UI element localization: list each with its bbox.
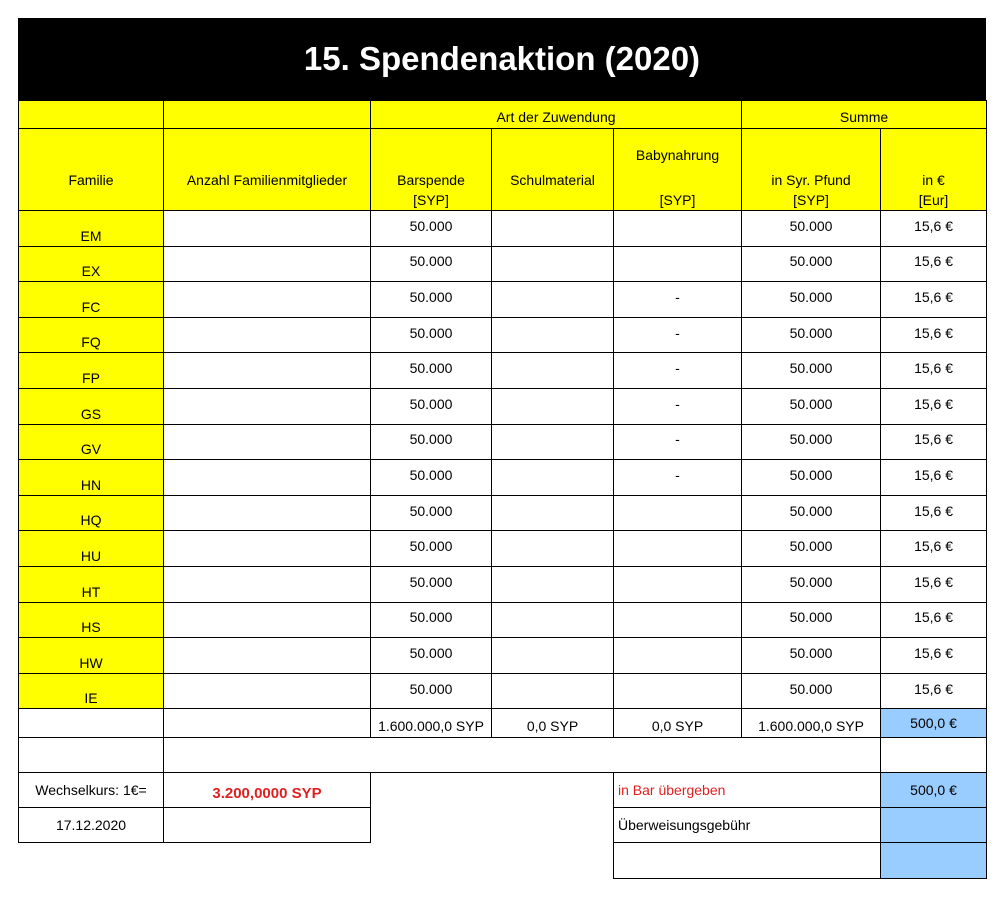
- total-summe-eur: 500,0 €: [881, 709, 987, 738]
- total-babynahrung: 0,0 SYP: [614, 709, 742, 738]
- footer-gap: [164, 843, 371, 879]
- cell-schulmaterial: [492, 566, 614, 602]
- cell-familie: FP: [19, 353, 164, 389]
- col-header-babynahrung: Babynahrung: [614, 129, 742, 191]
- table-row: [19, 638, 987, 674]
- wechselkurs-label: Wechselkurs: 1€=: [19, 773, 164, 808]
- cell-familie: FC: [19, 282, 164, 318]
- cell-summe-syp: 50.000: [742, 531, 881, 567]
- unit-row: [19, 191, 987, 211]
- col-header-in-syp: in Syr. Pfund: [742, 129, 881, 191]
- cell-anzahl: [164, 673, 371, 709]
- table-row: [19, 282, 987, 318]
- cell-summe-syp: 50.000: [742, 460, 881, 496]
- cell-summe-eur: 15,6 €: [881, 673, 987, 709]
- cell-schulmaterial: [492, 602, 614, 638]
- unit-cell-empty: [164, 191, 371, 211]
- total-schulmaterial: 0,0 SYP: [492, 709, 614, 738]
- totals-cell-empty: [19, 709, 164, 738]
- donation-sheet: [18, 18, 986, 879]
- table-row: [19, 211, 987, 247]
- cell-familie: FQ: [19, 317, 164, 353]
- cell-barspende: 50.000: [371, 282, 492, 318]
- cell-babynahrung: [614, 495, 742, 531]
- cell-barspende: 50.000: [371, 353, 492, 389]
- cell-babynahrung: -: [614, 317, 742, 353]
- group-header-summe: Summe: [742, 101, 987, 129]
- footer-row-3: [19, 843, 987, 879]
- cell-summe-syp: 50.000: [742, 317, 881, 353]
- cell-barspende: 50.000: [371, 211, 492, 247]
- spacer-cell: [164, 738, 881, 773]
- cell-anzahl: [164, 282, 371, 318]
- cell-summe-syp: 50.000: [742, 246, 881, 282]
- cell-familie: GV: [19, 424, 164, 460]
- footer-gap: [19, 843, 164, 879]
- cell-schulmaterial: [492, 282, 614, 318]
- cell-babynahrung: -: [614, 282, 742, 318]
- table-row: [19, 531, 987, 567]
- cell-summe-eur: 15,6 €: [881, 566, 987, 602]
- cell-schulmaterial: [492, 424, 614, 460]
- gebuehr-value: [881, 808, 987, 843]
- table-row: [19, 388, 987, 424]
- datum-neighbor-empty: [164, 808, 371, 843]
- table-row: [19, 602, 987, 638]
- unit-cell-empty: [492, 191, 614, 211]
- spacer-row: [19, 738, 987, 773]
- cell-barspende: 50.000: [371, 495, 492, 531]
- cell-summe-syp: 50.000: [742, 211, 881, 247]
- bar-uebergeben-label: in Bar übergeben: [614, 773, 881, 808]
- cell-familie: GS: [19, 388, 164, 424]
- totals-cell-empty: [164, 709, 371, 738]
- cell-barspende: 50.000: [371, 246, 492, 282]
- cell-schulmaterial: [492, 460, 614, 496]
- cell-summe-syp: 50.000: [742, 602, 881, 638]
- cell-babynahrung: [614, 638, 742, 674]
- cell-schulmaterial: [492, 495, 614, 531]
- cell-familie: HW: [19, 638, 164, 674]
- col-header-familie: Familie: [19, 129, 164, 191]
- cell-anzahl: [164, 495, 371, 531]
- group-header-row: [19, 101, 987, 129]
- table-row: [19, 495, 987, 531]
- cell-barspende: 50.000: [371, 531, 492, 567]
- table-row: [19, 317, 987, 353]
- cell-summe-eur: 15,6 €: [881, 353, 987, 389]
- cell-summe-eur: 15,6 €: [881, 388, 987, 424]
- table-row: [19, 566, 987, 602]
- cell-summe-eur: 15,6 €: [881, 317, 987, 353]
- cell-familie: HU: [19, 531, 164, 567]
- cell-anzahl: [164, 211, 371, 247]
- cell-summe-eur: 15,6 €: [881, 638, 987, 674]
- cell-summe-eur: 15,6 €: [881, 460, 987, 496]
- cell-summe-eur: 15,6 €: [881, 282, 987, 318]
- cell-anzahl: [164, 602, 371, 638]
- col-header-barspende: Barspende: [371, 129, 492, 191]
- cell-summe-syp: 50.000: [742, 673, 881, 709]
- col-header-anzahl: Anzahl Familienmitglieder: [164, 129, 371, 191]
- cell-babynahrung: [614, 566, 742, 602]
- bar-uebergeben-value: 500,0 €: [881, 773, 987, 808]
- cell-summe-syp: 50.000: [742, 282, 881, 318]
- donation-table: [18, 100, 987, 879]
- cell-summe-syp: 50.000: [742, 638, 881, 674]
- unit-barspende: [SYP]: [371, 191, 492, 211]
- cell-familie: IE: [19, 673, 164, 709]
- cell-summe-eur: 15,6 €: [881, 211, 987, 247]
- cell-summe-syp: 50.000: [742, 495, 881, 531]
- header-cell-empty: [19, 101, 164, 129]
- cell-anzahl: [164, 566, 371, 602]
- footer-gap: [371, 843, 614, 879]
- table-row: [19, 353, 987, 389]
- wechselkurs-value-text: 3.200,0000 SYP: [212, 784, 322, 802]
- spacer-cell: [19, 738, 164, 773]
- cell-familie: HS: [19, 602, 164, 638]
- cell-anzahl: [164, 424, 371, 460]
- cell-summe-eur: 15,6 €: [881, 531, 987, 567]
- table-row: [19, 246, 987, 282]
- cell-babynahrung: [614, 531, 742, 567]
- total-barspende: 1.600.000,0 SYP: [371, 709, 492, 738]
- cell-summe-syp: 50.000: [742, 388, 881, 424]
- footer-gap: [371, 808, 614, 843]
- cell-barspende: 50.000: [371, 460, 492, 496]
- header-cell-empty: [164, 101, 371, 129]
- cell-schulmaterial: [492, 317, 614, 353]
- cell-barspende: 50.000: [371, 638, 492, 674]
- cell-barspende: 50.000: [371, 673, 492, 709]
- cell-anzahl: [164, 531, 371, 567]
- unit-babynahrung: [SYP]: [614, 191, 742, 211]
- cell-barspende: 50.000: [371, 317, 492, 353]
- cell-summe-eur: 15,6 €: [881, 602, 987, 638]
- footer-extra-value: [881, 843, 987, 879]
- column-header-row: [19, 129, 987, 191]
- cell-babynahrung: -: [614, 388, 742, 424]
- cell-summe-eur: 15,6 €: [881, 495, 987, 531]
- cell-summe-syp: 50.000: [742, 353, 881, 389]
- cell-anzahl: [164, 317, 371, 353]
- spacer-cell: [881, 738, 987, 773]
- total-summe-syp: 1.600.000,0 SYP: [742, 709, 881, 738]
- cell-babynahrung: [614, 211, 742, 247]
- cell-babynahrung: [614, 673, 742, 709]
- cell-anzahl: [164, 353, 371, 389]
- gebuehr-label: Überweisungsgebühr: [614, 808, 881, 843]
- cell-schulmaterial: [492, 211, 614, 247]
- footer-row-1: [19, 773, 987, 808]
- unit-summe-eur: [Eur]: [881, 191, 987, 211]
- cell-anzahl: [164, 638, 371, 674]
- cell-schulmaterial: [492, 531, 614, 567]
- footer-row-2: [19, 808, 987, 843]
- cell-babynahrung: -: [614, 424, 742, 460]
- wechselkurs-value: [164, 773, 371, 808]
- cell-summe-eur: 15,6 €: [881, 424, 987, 460]
- cell-familie: EM: [19, 211, 164, 247]
- cell-babynahrung: [614, 246, 742, 282]
- cell-familie: HT: [19, 566, 164, 602]
- cell-anzahl: [164, 460, 371, 496]
- footer-gap: [371, 773, 614, 808]
- col-header-schulmaterial: Schulmaterial: [492, 129, 614, 191]
- cell-schulmaterial: [492, 353, 614, 389]
- cell-schulmaterial: [492, 388, 614, 424]
- cell-barspende: 50.000: [371, 424, 492, 460]
- cell-summe-syp: 50.000: [742, 424, 881, 460]
- cell-anzahl: [164, 388, 371, 424]
- table-row: [19, 424, 987, 460]
- cell-babynahrung: -: [614, 353, 742, 389]
- cell-familie: HN: [19, 460, 164, 496]
- totals-row: [19, 709, 987, 738]
- cell-barspende: 50.000: [371, 566, 492, 602]
- unit-cell-empty: [19, 191, 164, 211]
- footer-extra-label: [614, 843, 881, 879]
- datum: 17.12.2020: [19, 808, 164, 843]
- cell-barspende: 50.000: [371, 388, 492, 424]
- cell-babynahrung: [614, 602, 742, 638]
- cell-anzahl: [164, 246, 371, 282]
- col-header-in-eur: in €: [881, 129, 987, 191]
- group-header-art: Art der Zuwendung: [371, 101, 742, 129]
- table-row: [19, 673, 987, 709]
- cell-familie: EX: [19, 246, 164, 282]
- cell-schulmaterial: [492, 246, 614, 282]
- cell-babynahrung: -: [614, 460, 742, 496]
- sheet-title: 15. Spendenaktion (2020): [18, 18, 986, 100]
- unit-summe-syp: [SYP]: [742, 191, 881, 211]
- table-row: [19, 460, 987, 496]
- cell-summe-syp: 50.000: [742, 566, 881, 602]
- cell-schulmaterial: [492, 638, 614, 674]
- cell-barspende: 50.000: [371, 602, 492, 638]
- cell-summe-eur: 15,6 €: [881, 246, 987, 282]
- cell-schulmaterial: [492, 673, 614, 709]
- cell-familie: HQ: [19, 495, 164, 531]
